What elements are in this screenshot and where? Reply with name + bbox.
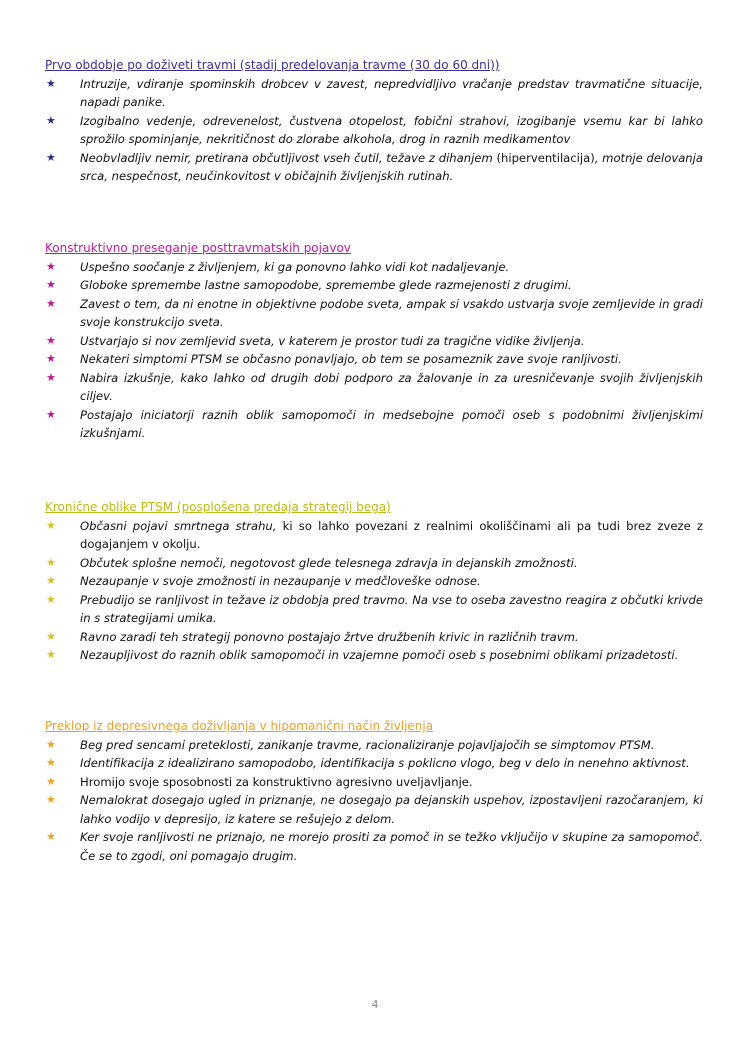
star-icon: ★: [46, 629, 56, 643]
star-icon: ★: [46, 574, 56, 587]
section-title: Konstruktivno preseganje posttravmatskih pojavov: [45, 241, 351, 255]
star-icon: ★: [46, 113, 56, 127]
section-chronic-forms: [45, 498, 703, 665]
list-item-text: Beg pred sencami preteklosti, zanikanje travme, racionaliziranje pojavljajočih se simptomov PTSM.: [80, 737, 655, 752]
list-item: [45, 369, 703, 406]
list-item: [45, 628, 703, 647]
list-item: [45, 350, 703, 369]
list-item-text: Ravno zaradi teh strategij ponovno postajajo žrtve družbenih krivic in različnih travm.: [80, 629, 579, 644]
list-item-text: Ustvarjajo si nov zemljevid sveta, v katerem je prostor tudi za tragične vidike življenja.: [80, 333, 585, 348]
list-item-text: Občasni pojavi smrtnega strahu,: [80, 518, 277, 533]
list-item: [45, 736, 703, 755]
list-item: [45, 591, 703, 628]
bullet-list: [45, 517, 703, 665]
list-item: [45, 112, 703, 149]
star-icon: ★: [46, 296, 56, 310]
list-item-text: Ker svoje ranljivosti ne priznajo, ne morejo prositi za pomoč in se težko vključijo v skupine za samopomoč. Če se to zgodi, oni pomagajo drugim.: [80, 830, 703, 863]
list-item: [45, 149, 703, 186]
list-item: [45, 646, 703, 665]
bullet-list: [45, 736, 703, 866]
list-item-text: (hiperventilacija): [496, 150, 595, 165]
star-icon: ★: [46, 737, 56, 751]
star-icon: ★: [46, 592, 56, 606]
list-item-text: Občutek splošne nemoči, negotovost glede telesnega zdravja in dejanskih zmožnosti.: [80, 555, 578, 570]
list-item: [45, 572, 703, 591]
star-icon: ★: [46, 555, 56, 569]
list-item-text: Prebudijo se ranljivost in težave iz obdobja pred travmo. Na vse to oseba zavestno reagira z občutki krivde in s strategijami umika.: [80, 592, 703, 625]
list-item-text: Nemalokrat dosegajo ugled in priznanje, ne dosegajo pa dejanskih uspehov, izpostavljeni razočaranjem, ki lahko vodijo v depresijo, iz katere se rešujejo z delom.: [80, 793, 703, 826]
list-item: [45, 773, 703, 792]
list-item-text: Postajajo iniciatorji raznih oblik samopomoči in medsebojne pomoči oseb s podobnimi življenjskimi izkušnjami.: [80, 407, 703, 440]
list-item: [45, 332, 703, 351]
star-icon: ★: [46, 648, 56, 661]
star-icon: ★: [46, 278, 56, 291]
list-item-text: ki so lahko povezani z realnimi okoliščinami ali pa tudi brez zveze z dogajanjem v okolju.: [80, 518, 704, 551]
list-item: [45, 406, 703, 443]
list-item: [45, 258, 703, 277]
star-icon: ★: [46, 333, 56, 347]
list-item-text: Izogibalno vedenje, odrevenelost, čustvena otopelost, fobični strahovi, izogibanje vsemu kar bi lahko sprožilo spominjanje, nekritičnost do zlorabe alkohola, drog in raznih medikamentov: [80, 113, 703, 146]
star-icon: ★: [46, 352, 56, 365]
list-item: [45, 517, 703, 554]
list-item-text: Neobvladljiv nemir, pretirana občutljivost vseh čutil, težave z dihanjem: [80, 150, 497, 165]
list-item-text: Hromijo svoje sposobnosti za konstruktivno agresivno uveljavljanje.: [80, 774, 473, 789]
list-item-text: , motnje delovanja srca, nespečnost, neučinkovitost v običajnih življenjskih rutinah.: [80, 150, 703, 183]
star-icon: ★: [46, 793, 56, 806]
star-icon: ★: [46, 518, 56, 532]
list-item-text: Identifikacija z idealizirano samopodobo, identifikacija s poklicno vlogo, beg v delo in nenehno aktivnost.: [80, 756, 690, 770]
list-item: [45, 828, 703, 865]
star-icon: ★: [46, 370, 56, 384]
list-item-text: Globoke spremembe lastne samopodobe, spremembe glede razmejenosti z drugimi.: [80, 278, 572, 292]
star-icon: ★: [46, 150, 56, 164]
section-first-period: [45, 56, 703, 186]
star-icon: ★: [46, 407, 56, 421]
star-icon: ★: [46, 774, 56, 788]
section-title: Prvo obdobje po doživeti travmi (stadij predelovanja travme (30 do 60 dni)): [45, 58, 500, 72]
list-item: [45, 754, 703, 773]
star-icon: ★: [46, 259, 56, 273]
list-item-text: Zavest o tem, da ni enotne in objektivne podobe sveta, ampak si vsakdo ustvarja svoje zemljevide in gradi svoje konstrukcijo sveta.: [80, 296, 703, 329]
page-number: 4: [371, 998, 379, 1011]
list-item: [45, 75, 703, 112]
star-icon: ★: [46, 830, 56, 843]
list-item: [45, 276, 703, 295]
list-item: [45, 554, 703, 573]
list-item-text: Nekateri simptomi PTSM se občasno ponavljajo, ob tem se posameznik zave svoje ranljivosti.: [80, 352, 622, 366]
bullet-list: [45, 258, 703, 443]
section-title: Preklop iz depresivnega doživljanja v hipomanični način življenja: [45, 719, 434, 733]
list-item: [45, 295, 703, 332]
star-icon: ★: [46, 756, 56, 769]
star-icon: ★: [46, 76, 56, 90]
list-item: [45, 791, 703, 828]
list-item-text: Nezaupanje v svoje zmožnosti in nezaupanje v medčloveške odnose.: [80, 574, 481, 588]
section-hypomanic-switch: [45, 717, 703, 865]
bullet-list: [45, 75, 703, 186]
section-constructive-overcoming: [45, 239, 703, 443]
section-title: Kronične oblike PTSM (posplošena predaja strategij bega): [45, 500, 391, 514]
list-item-text: Nabira izkušnje, kako lahko od drugih dobi podporo za žalovanje in za uresničevanje svojih življenjskih ciljev.: [80, 370, 703, 403]
list-item-text: Nezaupljivost do raznih oblik samopomoči in vzajemne pomoči oseb s posebnimi oblikami prizadetosti.: [80, 648, 679, 662]
list-item-text: Intruzije, vdiranje spominskih drobcev v zavest, nepredvidljivo vračanje predstav travmatične situacije, napadi panike.: [80, 76, 703, 109]
list-item-text: Uspešno soočanje z življenjem, ki ga ponovno lahko vidi kot nadaljevanje.: [80, 259, 510, 274]
